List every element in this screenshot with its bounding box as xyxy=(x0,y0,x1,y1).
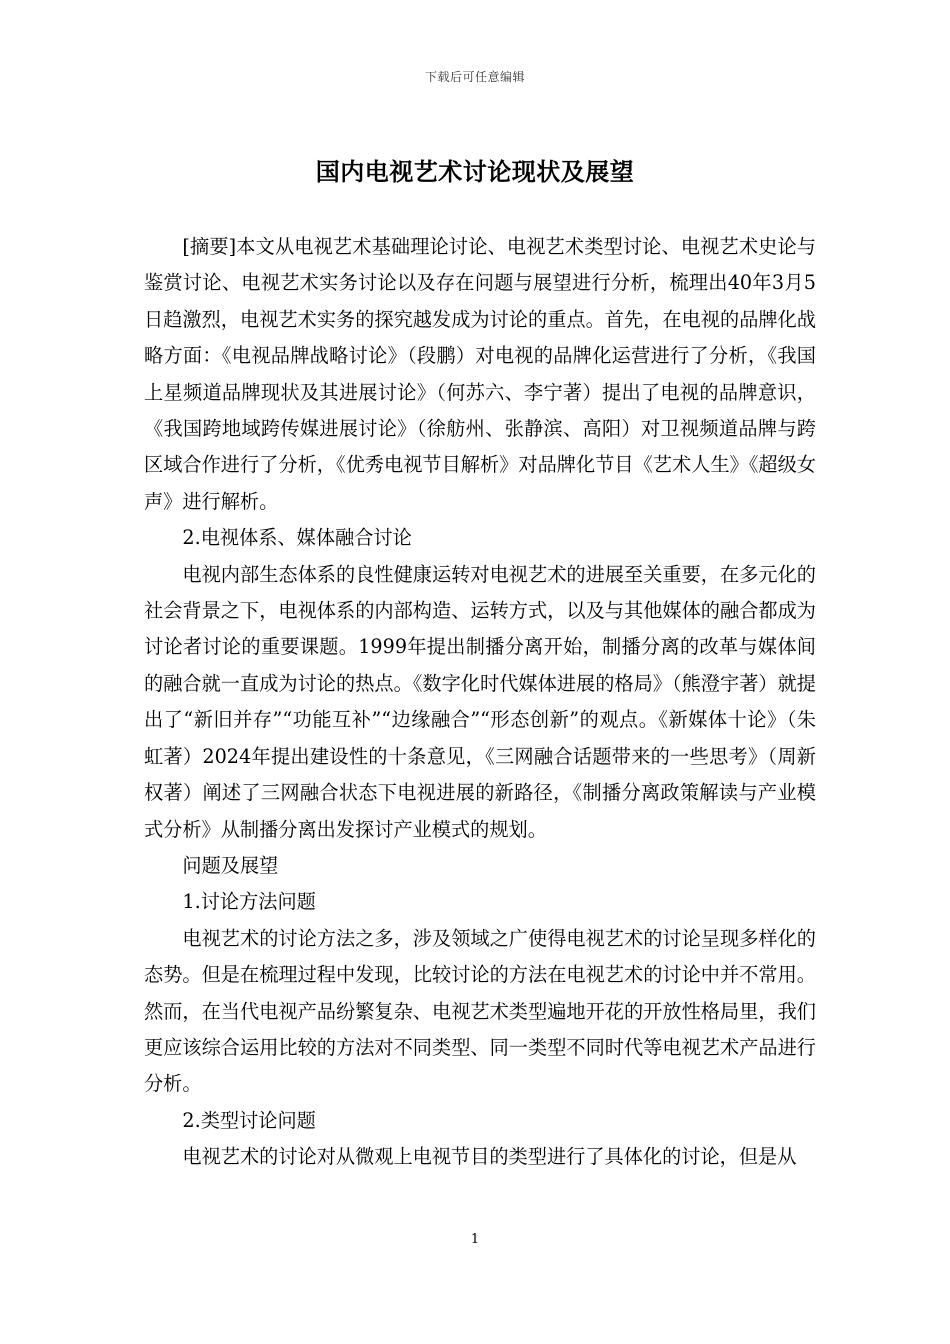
document-title: 国内电视艺术讨论现状及展望 xyxy=(315,158,635,186)
section-heading: 2.电视体系、媒体融合讨论 xyxy=(182,526,412,550)
page-number: 1 xyxy=(470,1232,480,1247)
body-paragraph: 电视艺术的讨论方法之多，涉及领域之广使得电视艺术的讨论呈现多样化的态势。但是在梳理过程中发现，比较讨论的方法在电视艺术的讨论中并不常用。然而，在当代电视产品纷繁复杂、电视艺术类型遍地开花的开放性格局里，我们更应该综合运用比较的方法对不同类型、同一类型不同时代等电视艺术产品进行分析。 xyxy=(144,926,816,1096)
abstract-paragraph: [摘要]本文从电视艺术基础理论讨论、电视艺术类型讨论、电视艺术史论与鉴赏讨论、电视艺术实务讨论以及存在问题与展望进行分析，梳理出40年3月5日趋激烈，电视艺术实务的探究越发成为讨论的重点。首先，在电视的品牌化战略方面：《电视品牌战略讨论》（段鹏）对电视的品牌化运营进行了分析，《我国上星频道品牌现状及其进展讨论》（何苏六、李宁著）提出了电视的品牌意识，《我国跨地域跨传媒进展讨论》（徐舫州、张静滨、高阳）对卫视频道品牌与跨区域合作进行了分析，《优秀电视节目解析》对品牌化节目《艺术人生》《超级女声》进行解析。 xyxy=(144,235,816,513)
section-heading: 问题及展望 xyxy=(182,853,279,877)
body-paragraph: 电视内部生态体系的良性健康运转对电视艺术的进展至关重要，在多元化的社会背景之下，电视体系的内部构造、运转方式，以及与其他媒体的融合都成为讨论者讨论的重要课题。1999年提出制播分离开始，制播分离的改革与媒体间的融合就一直成为讨论的热点。《数字化时代媒体进展的格局》（熊澄宇著）就提出了“新旧并存”“功能互补”“边缘融合”“形态创新”的观点。《新媒体十论》（朱虹著）2024年提出建设性的十条意见，《三网融合话题带来的一些思考》（周新权著）阐述了三网融合状态下电视进展的新路径，《制播分离政策解读与产业模式分析》从制播分离出发探讨产业模式的规划。 xyxy=(144,562,816,841)
header-note: 下载后可任意编辑 xyxy=(424,70,525,84)
section-heading: 1.讨论方法问题 xyxy=(182,890,316,914)
document-body xyxy=(144,229,816,1176)
body-paragraph: 电视艺术的讨论对从微观上电视节目的类型进行了具体化的讨论，但是从 xyxy=(182,1145,797,1169)
section-heading: 2.类型讨论问题 xyxy=(182,1108,316,1132)
